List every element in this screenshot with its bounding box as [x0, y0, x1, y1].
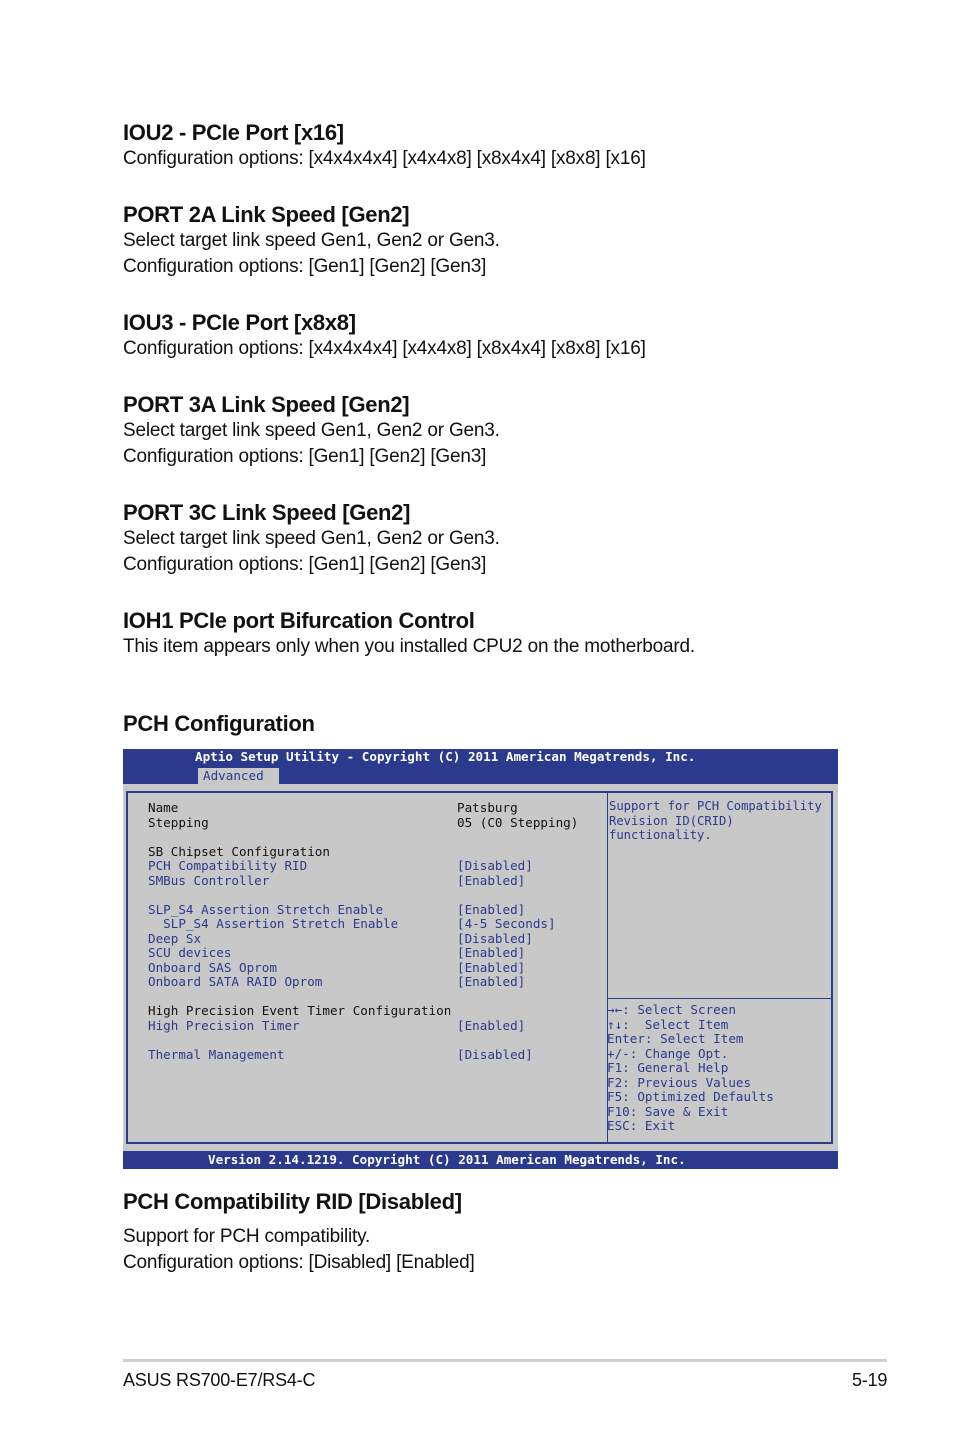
- bios-value-pch-compat-rid[interactable]: [Disabled]: [457, 858, 533, 873]
- bios-version-bar: [123, 1151, 838, 1169]
- bios-value-sas-oprom[interactable]: [Enabled]: [457, 959, 526, 975]
- heading-iou3: IOU3 - PCIe Port [x8x8]: [123, 310, 356, 335]
- bios-help-line: Support for PCH Compatibility: [609, 799, 822, 813]
- bios-tab-advanced[interactable]: [198, 768, 279, 784]
- heading-port3a: PORT 3A Link Speed [Gen2]: [123, 392, 410, 417]
- bios-item-pch-compat-rid[interactable]: PCH Compatibility RID: [148, 858, 308, 873]
- bios-section-hpet: High Precision Event Timer Configuration: [148, 1003, 452, 1018]
- bios-row-value: 05 (C0 Stepping): [457, 814, 579, 830]
- footer-model: ASUS RS700-E7/RS4-C: [123, 1370, 316, 1390]
- bios-screenshot: [123, 749, 838, 1169]
- bios-section-sb-chipset: SB Chipset Configuration: [148, 843, 330, 859]
- footer-rule: [123, 1359, 887, 1362]
- port3c-desc: Select target link speed Gen1, Gen2 or Gen3.: [123, 528, 500, 549]
- bios-item-deep-sx[interactable]: Deep Sx: [148, 930, 202, 946]
- bios-title: Aptio Setup Utility - Copyright (C) 2011 American Megatrends, Inc.: [195, 749, 696, 764]
- bios-item-thermal[interactable]: Thermal Management: [148, 1046, 285, 1062]
- bios-row-label: Name: [148, 800, 179, 815]
- port3c-options: Configuration options: [Gen1] [Gen2] [Gen3]: [123, 554, 487, 575]
- bios-row-value: Patsburg: [457, 800, 518, 815]
- port2a-options: Configuration options: [Gen1] [Gen2] [Gen3]: [123, 256, 487, 277]
- iou2-options: Configuration options: [x4x4x4x4] [x4x4x8] [x8x4x4] [x8x8] [x16]: [123, 148, 646, 169]
- heading-pch-compat-rid: PCH Compatibility RID [Disabled]: [123, 1189, 462, 1214]
- bios-value-thermal[interactable]: [Disabled]: [457, 1046, 533, 1062]
- bios-title-bar: [123, 749, 838, 784]
- bios-item-slp-s4-enable[interactable]: SLP_S4 Assertion Stretch Enable: [148, 901, 384, 917]
- bios-item-sata-raid-oprom[interactable]: Onboard SATA RAID Oprom: [148, 974, 323, 989]
- ioh1-desc: This item appears only when you installed CPU2 on the motherboard.: [123, 636, 695, 657]
- bios-key-f1: F1: General Help: [607, 1060, 729, 1075]
- bios-row-label: Stepping: [148, 814, 209, 830]
- bios-value-scu-devices[interactable]: [Enabled]: [457, 945, 526, 960]
- bios-item-slp-s4-stretch[interactable]: SLP_S4 Assertion Stretch Enable: [148, 916, 399, 931]
- bios-value-smbus[interactable]: [Enabled]: [457, 872, 526, 888]
- heading-port3c: PORT 3C Link Speed [Gen2]: [123, 500, 411, 525]
- heading-ioh1: IOH1 PCIe port Bifurcation Control: [123, 608, 475, 633]
- heading-port2a: PORT 2A Link Speed [Gen2]: [123, 202, 410, 227]
- pch-compat-options: Configuration options: [Disabled] [Enabled]: [123, 1252, 475, 1273]
- bios-value-slp-s4-enable[interactable]: [Enabled]: [457, 901, 526, 917]
- heading-iou2: IOU2 - PCIe Port [x16]: [123, 120, 344, 145]
- heading-pch-config: PCH Configuration: [123, 711, 315, 736]
- bios-key-esc: ESC: Exit: [607, 1118, 676, 1133]
- bios-main-frame: [126, 791, 833, 1144]
- bios-item-hpet[interactable]: High Precision Timer: [148, 1017, 300, 1033]
- bios-key-change-opt: +/-: Change Opt.: [607, 1045, 729, 1061]
- bios-tab-label: Advanced: [203, 768, 264, 783]
- bios-version: Version 2.14.1219. Copyright (C) 2011 American Megatrends, Inc.: [208, 1152, 686, 1167]
- bios-value-hpet[interactable]: [Enabled]: [457, 1017, 526, 1033]
- port3a-desc: Select target link speed Gen1, Gen2 or Gen3.: [123, 420, 500, 441]
- pch-compat-desc: Support for PCH compatibility.: [123, 1226, 371, 1247]
- bios-help-line: functionality.: [609, 828, 712, 842]
- footer-page-number: 5-19: [852, 1370, 888, 1390]
- bios-key-select-screen: →←: Select Screen: [607, 1002, 736, 1017]
- bios-item-scu-devices[interactable]: SCU devices: [148, 945, 232, 960]
- bios-key-enter: Enter: Select Item: [607, 1031, 744, 1046]
- bios-key-select-item: ↑↓: Select Item: [607, 1016, 729, 1032]
- bios-value-slp-s4-stretch[interactable]: [4-5 Seconds]: [457, 916, 556, 931]
- port3a-options: Configuration options: [Gen1] [Gen2] [Gen3]: [123, 446, 487, 467]
- bios-divider-horizontal: [608, 998, 833, 999]
- port2a-desc: Select target link speed Gen1, Gen2 or Gen3.: [123, 230, 500, 251]
- bios-help-line: Revision ID(CRID): [609, 813, 734, 828]
- bios-key-f10: F10: Save & Exit: [607, 1103, 729, 1119]
- bios-key-f5: F5: Optimized Defaults: [607, 1089, 774, 1104]
- bios-key-f2: F2: Previous Values: [607, 1074, 752, 1090]
- iou3-options: Configuration options: [x4x4x4x4] [x4x4x8] [x8x4x4] [x8x8] [x16]: [123, 338, 646, 359]
- bios-value-sata-raid-oprom[interactable]: [Enabled]: [457, 974, 526, 989]
- bios-item-smbus[interactable]: SMBus Controller: [148, 872, 270, 888]
- bios-item-sas-oprom[interactable]: Onboard SAS Oprom: [148, 959, 277, 975]
- bios-value-deep-sx[interactable]: [Disabled]: [457, 930, 533, 946]
